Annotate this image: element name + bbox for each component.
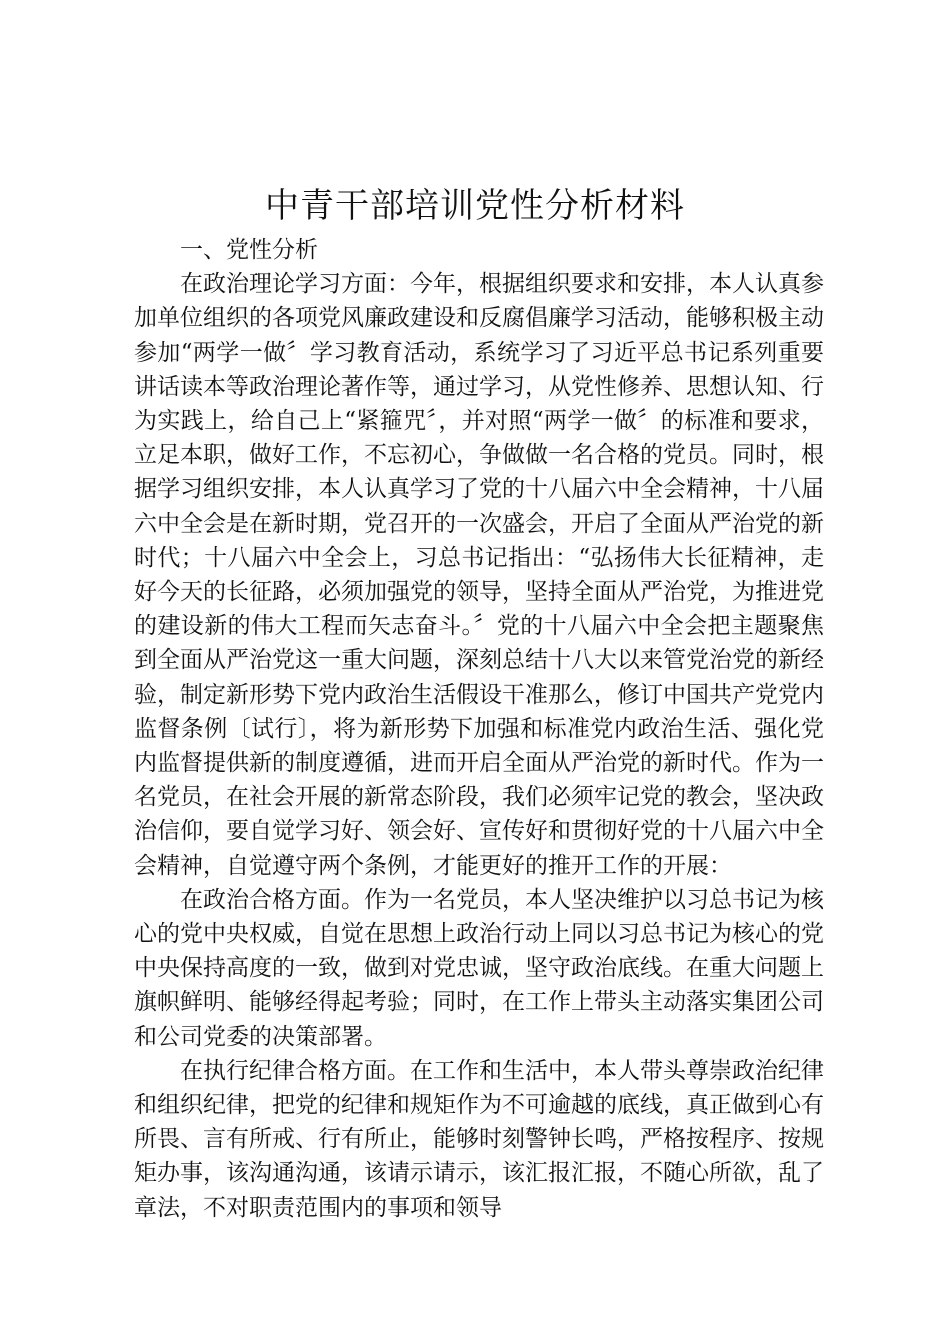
- paragraph-discipline-qualified: 在执行纪律合格方面。在工作和生活中，本人带头尊崇政治纪律和组织纪律，把党的纪律和规矩作为不可逾越的底线，真正做到心有所畏、言有所戒、行有所止，能够时刻警钟长鸣，严格按程序、按规矩办事，该沟通沟通，该请示请示，该汇报汇报，不随心所欲，乱了章法，不对职责范围内的事项和领导: [134, 1057, 824, 1221]
- paragraph-political-qualified: 在政治合格方面。作为一名党员，本人坚决维护以习总书记为核心的党中央权威，自觉在思想上政治行动上同以习总书记为核心的党中央保持高度的一致，做到对党忠诚，坚守政治底线。在重大问题上旗帜鲜明、能够经得起考验；同时，在工作上带头主动落实集团公司和公司党委的决策部署。: [134, 886, 824, 1050]
- document-body: [134, 233, 824, 1225]
- section-heading: 一、党性分析: [180, 237, 318, 263]
- document-title: 中青干部培训党性分析材料: [265, 186, 685, 226]
- paragraph-political-theory: 在政治理论学习方面：今年，根据组织要求和安排，本人认真参加单位组织的各项党风廉政建设和反腐倡廉学习活动，能够积极主动参加“两学一做〞学习教育活动，系统学习了习近平总书记系列重要讲话读本等政治理论著作等，通过学习，从党性修养、思想认知、行为实践上，给自己上“紧箍咒〞，并对照“两学一做〞的标准和要求，立足本职，做好工作，不忘初心，争做做一名合格的党员。同时，根据学习组织安排，本人认真学习了党的十八届六中全会精神，十八届六中全会是在新时期，党召开的一次盛会，开启了全面从严治党的新时代；十八届六中全会上，习总书记指出：“弘扬伟大长征精神，走好今天的长征路，必须加强党的领导，坚持全面从严治党，为推进党的建设新的伟大工程而矢志奋斗。〞党的十八届六中全会把主题聚焦到全面从严治党这一重大问题，深刻总结十八大以来管党治党的新经验，制定新形势下党内政治生活假设干准那么，修订中国共产党党内监督条例〔试行〕，将为新形势下加强和标准党内政治生活、强化党内监督提供新的制度遵循，进而开启全面从严治党的新时代。作为一名党员，在社会开展的新常态阶段，我们必须牢记党的教会，坚决政治信仰，要自觉学习好、领会好、宣传好和贯彻好党的十八届六中全会精神，自觉遵守两个条例，才能更好的推开工作的开展：: [134, 271, 824, 879]
